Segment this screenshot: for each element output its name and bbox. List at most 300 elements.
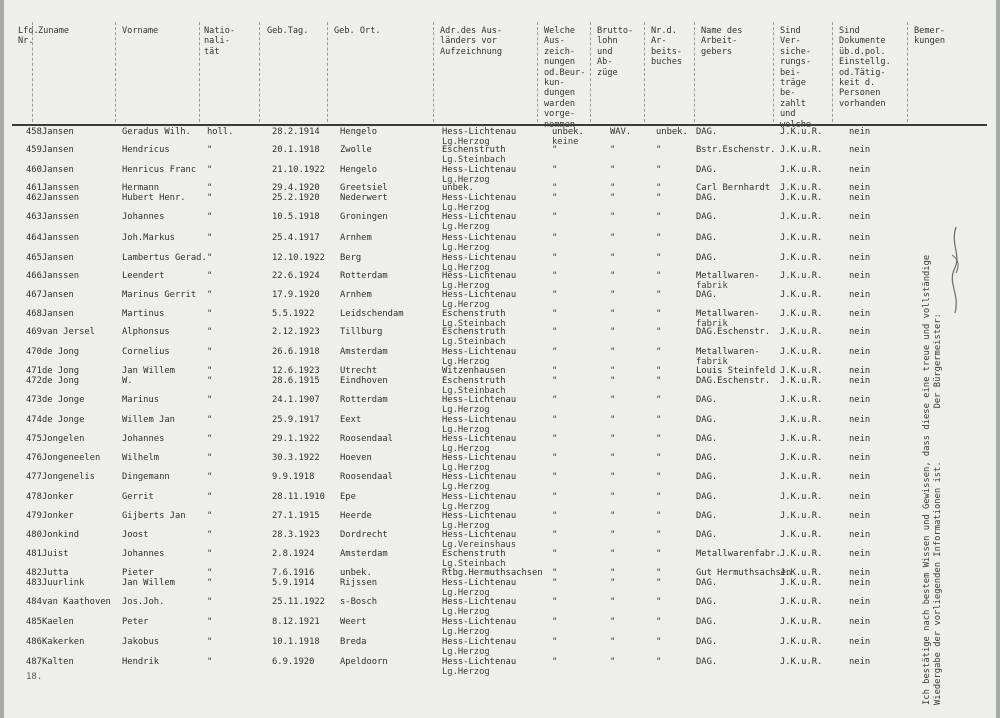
address-line-2: Lg.Herzog xyxy=(442,444,490,454)
birth-date: 28.11.1910 xyxy=(272,492,325,502)
records: " xyxy=(552,309,558,319)
workbook-number: " xyxy=(656,637,662,647)
certification-line-1: Ich bestätige nach bestem Wissen und Gewissen, dass diese eine treue und vollständige xyxy=(922,254,932,705)
nationality: " xyxy=(207,347,213,357)
column-header-nrd: Nr.d. Ar- beits- buches xyxy=(651,26,683,68)
address-line-2: Lg.Steinbach xyxy=(442,559,506,569)
address: Hess-Lichtenau xyxy=(442,578,517,588)
gross-wage: " xyxy=(610,233,616,243)
column-header-adr: Adr.des Aus- länders vor Aufzeichnung xyxy=(440,26,503,57)
address: Eschenstruth xyxy=(442,549,506,559)
records: " xyxy=(552,212,558,222)
column-divider xyxy=(259,22,260,122)
birth-date: 12.10.1922 xyxy=(272,253,325,263)
gross-wage: " xyxy=(610,657,616,667)
insurance: J.K.u.R. xyxy=(780,183,823,193)
birth-place: Dordrecht xyxy=(340,530,388,540)
birth-date: 28.3.1923 xyxy=(272,530,320,540)
documents: nein xyxy=(849,376,871,386)
employer: Louis Steinfeld xyxy=(696,366,776,376)
surname: Jansen xyxy=(42,165,74,175)
workbook-number: " xyxy=(656,347,662,357)
records: " xyxy=(552,453,558,463)
employer: Carl Bernhardt xyxy=(696,183,771,193)
documents: nein xyxy=(849,193,871,203)
birth-date: 10.1.1918 xyxy=(272,637,320,647)
workbook-number: " xyxy=(656,578,662,588)
workbook-number: " xyxy=(656,395,662,405)
column-header-welche: Welche Aus- zeich- nungen od.Beur- kun- dungen warden vorge- xyxy=(544,26,586,120)
workbook-number: " xyxy=(656,165,662,175)
documents: nein xyxy=(849,145,871,155)
surname: Kakerken xyxy=(42,637,85,647)
address: Hess-Lichtenau xyxy=(442,657,517,667)
address-line-2: Lg.Herzog xyxy=(442,263,490,273)
first-name: Jakobus xyxy=(122,637,160,647)
employer-line-2: fabrik xyxy=(696,281,728,291)
row-number: 481 xyxy=(26,549,42,559)
address: Hess-Lichtenau xyxy=(442,347,517,357)
address-line-2: Lg.Herzog xyxy=(442,521,490,531)
nationality: " xyxy=(207,530,213,540)
documents: nein xyxy=(849,492,871,502)
gross-wage: " xyxy=(610,617,616,627)
address: Hess-Lichtenau xyxy=(442,253,517,263)
surname: van Kaathoven xyxy=(42,597,111,607)
row-number: 463 xyxy=(26,212,42,222)
nationality: " xyxy=(207,657,213,667)
surname: Jonkind xyxy=(42,530,80,540)
birth-date: 2.12.1923 xyxy=(272,327,320,337)
insurance: J.K.u.R. xyxy=(780,366,823,376)
insurance: J.K.u.R. xyxy=(780,376,823,386)
records: " xyxy=(552,657,558,667)
first-name: Marinus xyxy=(122,395,160,405)
birth-date: 29.1.1922 xyxy=(272,434,320,444)
birth-date: 20.1.1918 xyxy=(272,145,320,155)
employer: DAG. xyxy=(696,395,718,405)
surname: van Jersel xyxy=(42,327,95,337)
address: Eschenstruth xyxy=(442,327,506,337)
row-number: 459 xyxy=(26,145,42,155)
birth-date: 6.9.1920 xyxy=(272,657,315,667)
header-rule xyxy=(12,124,987,126)
nationality: " xyxy=(207,193,213,203)
surname: de Jong xyxy=(42,347,80,357)
records: " xyxy=(552,290,558,300)
records: " xyxy=(552,597,558,607)
address: Hess-Lichtenau xyxy=(442,617,517,627)
address: Hess-Lichtenau xyxy=(442,165,517,175)
nationality: " xyxy=(207,549,213,559)
employer-line-2: fabrik xyxy=(696,357,728,367)
documents: nein xyxy=(849,212,871,222)
insurance: J.K.u.R. xyxy=(780,145,823,155)
address-line-2: Lg.Herzog xyxy=(442,300,490,310)
documents: nein xyxy=(849,453,871,463)
column-header-gebort: Geb. Ort. xyxy=(334,26,381,36)
nationality: " xyxy=(207,617,213,627)
documents: nein xyxy=(849,472,871,482)
address-line-2: Lg.Steinbach xyxy=(442,386,506,396)
column-header-dok: Sind Dokumente üb.d.pol. Einstellg. od.Tätig- keit d. Personen vorhanden xyxy=(839,26,891,109)
gross-wage: " xyxy=(610,492,616,502)
address-line-2: Lg.Herzog xyxy=(442,425,490,435)
documents: nein xyxy=(849,578,871,588)
birth-place: Weert xyxy=(340,617,367,627)
address-line-2: Lg.Steinbach xyxy=(442,337,506,347)
documents: nein xyxy=(849,597,871,607)
address-line-2: Lg.Herzog xyxy=(442,667,490,677)
birth-date: 26.6.1918 xyxy=(272,347,320,357)
birth-place: Eext xyxy=(340,415,362,425)
column-divider xyxy=(694,22,695,122)
first-name: Gijberts Jan xyxy=(122,511,186,521)
row-number: 479 xyxy=(26,511,42,521)
nationality: " xyxy=(207,568,213,578)
nationality: " xyxy=(207,434,213,444)
workbook-number: " xyxy=(656,212,662,222)
first-name: Peter xyxy=(122,617,149,627)
gross-wage: " xyxy=(610,453,616,463)
surname: Kaelen xyxy=(42,617,74,627)
address-line-2: Lg.Herzog xyxy=(442,502,490,512)
insurance: J.K.u.R. xyxy=(780,453,823,463)
birth-place: Rotterdam xyxy=(340,395,388,405)
documents: nein xyxy=(849,327,871,337)
address: Eschenstruth xyxy=(442,145,506,155)
documents: nein xyxy=(849,637,871,647)
row-number: 483 xyxy=(26,578,42,588)
insurance: J.K.u.R. xyxy=(780,271,823,281)
insurance: J.K.u.R. xyxy=(780,637,823,647)
nationality: " xyxy=(207,290,213,300)
records: " xyxy=(552,193,558,203)
birth-date: 25.4.1917 xyxy=(272,233,320,243)
employer: DAG. xyxy=(696,637,718,647)
employer: Metallwaren- xyxy=(696,347,760,357)
birth-date: 22.6.1924 xyxy=(272,271,320,281)
first-name: Willem Jan xyxy=(122,415,175,425)
gross-wage: " xyxy=(610,415,616,425)
surname: Jansen xyxy=(42,253,74,263)
address: Hess-Lichtenau xyxy=(442,530,517,540)
gross-wage: " xyxy=(610,253,616,263)
birth-date: 30.3.1922 xyxy=(272,453,320,463)
gross-wage: " xyxy=(610,327,616,337)
address: Witzenhausen xyxy=(442,366,506,376)
birth-date: 29.4.1920 xyxy=(272,183,320,193)
employer: DAG. xyxy=(696,212,718,222)
row-number: 482 xyxy=(26,568,42,578)
gross-wage: " xyxy=(610,193,616,203)
column-divider xyxy=(115,22,116,122)
employer: DAG.Eschenstr. xyxy=(696,376,771,386)
documents: nein xyxy=(849,366,871,376)
birth-place: Breda xyxy=(340,637,367,647)
first-name: Johannes xyxy=(122,549,165,559)
birth-date: 9.9.1918 xyxy=(272,472,315,482)
employer: DAG. xyxy=(696,415,718,425)
birth-date: 27.1.1915 xyxy=(272,511,320,521)
surname: Jansen xyxy=(42,127,74,137)
address: Hess-Lichtenau xyxy=(442,453,517,463)
column-divider xyxy=(327,22,328,122)
surname: de Jonge xyxy=(42,395,85,405)
column-divider xyxy=(199,22,200,122)
column-header-lfd: Lfd. Nr. xyxy=(18,26,39,47)
employer: Metallwarenfabr. xyxy=(696,549,781,559)
gross-wage: " xyxy=(610,549,616,559)
address: Rtbg.Hermuthsachsen xyxy=(442,568,543,578)
documents: nein xyxy=(849,347,871,357)
address: Eschenstruth xyxy=(442,376,506,386)
first-name: Gerrit xyxy=(122,492,154,502)
employer: DAG. xyxy=(696,233,718,243)
workbook-number: " xyxy=(656,327,662,337)
column-divider xyxy=(590,22,591,122)
column-divider xyxy=(537,22,538,122)
nationality: " xyxy=(207,597,213,607)
records: " xyxy=(552,253,558,263)
address-line-2: Lg.Steinbach xyxy=(442,155,506,165)
column-divider xyxy=(832,22,833,122)
documents: nein xyxy=(849,549,871,559)
address-line-2: Lg.Herzog xyxy=(442,203,490,213)
gross-wage: " xyxy=(610,366,616,376)
row-number: 487 xyxy=(26,657,42,667)
records: " xyxy=(552,271,558,281)
records: " xyxy=(552,492,558,502)
birth-place: Arnhem xyxy=(340,290,372,300)
birth-date: 25.11.1922 xyxy=(272,597,325,607)
insurance: J.K.u.R. xyxy=(780,472,823,482)
documents: nein xyxy=(849,657,871,667)
birth-place: Berg xyxy=(340,253,362,263)
nationality: " xyxy=(207,253,213,263)
documents: nein xyxy=(849,271,871,281)
nationality: " xyxy=(207,492,213,502)
row-number: 468 xyxy=(26,309,42,319)
first-name: Marinus Gerrit xyxy=(122,290,197,300)
surname: Juurlink xyxy=(42,578,85,588)
gross-wage: " xyxy=(610,395,616,405)
workbook-number: " xyxy=(656,472,662,482)
employer: DAG. xyxy=(696,617,718,627)
records: " xyxy=(552,434,558,444)
insurance: J.K.u.R. xyxy=(780,193,823,203)
birth-date: 21.10.1922 xyxy=(272,165,325,175)
documents: nein xyxy=(849,395,871,405)
workbook-number: " xyxy=(656,271,662,281)
address-line-2: Lg.Herzog xyxy=(442,243,490,253)
employer: DAG. xyxy=(696,492,718,502)
workbook-number: " xyxy=(656,530,662,540)
address: Hess-Lichtenau xyxy=(442,597,517,607)
employer: DAG. xyxy=(696,253,718,263)
address: Hess-Lichtenau xyxy=(442,127,517,137)
gross-wage: " xyxy=(610,290,616,300)
insurance: J.K.u.R. xyxy=(780,327,823,337)
column-header-sind: Sind Ver- siche- rungs- bei- träge be- zahlt und xyxy=(780,26,812,120)
nationality: " xyxy=(207,271,213,281)
workbook-number: " xyxy=(656,376,662,386)
workbook-number: " xyxy=(656,597,662,607)
row-number: 471 xyxy=(26,366,42,376)
row-number: 473 xyxy=(26,395,42,405)
workbook-number: " xyxy=(656,233,662,243)
surname: Jongeneelen xyxy=(42,453,101,463)
row-number: 461 xyxy=(26,183,42,193)
employer: DAG. xyxy=(696,472,718,482)
first-name: Hubert Henr. xyxy=(122,193,186,203)
address-line-2: Lg.Herzog xyxy=(442,588,490,598)
address: Hess-Lichtenau xyxy=(442,193,517,203)
row-number: 470 xyxy=(26,347,42,357)
employer: DAG. xyxy=(696,453,718,463)
row-number: 472 xyxy=(26,376,42,386)
nationality: " xyxy=(207,453,213,463)
employer: Bstr.Eschenstr. xyxy=(696,145,776,155)
gross-wage: " xyxy=(610,472,616,482)
first-name: Hermann xyxy=(122,183,160,193)
documents: nein xyxy=(849,530,871,540)
column-divider xyxy=(907,22,908,122)
row-number: 485 xyxy=(26,617,42,627)
insurance: J.K.u.R. xyxy=(780,597,823,607)
employer: DAG. xyxy=(696,578,718,588)
row-number: 475 xyxy=(26,434,42,444)
first-name: Cornelius xyxy=(122,347,170,357)
insurance: J.K.u.R. xyxy=(780,511,823,521)
birth-date: 7.6.1916 xyxy=(272,568,315,578)
employer: DAG. xyxy=(696,511,718,521)
workbook-number: " xyxy=(656,453,662,463)
first-name: Joost xyxy=(122,530,149,540)
nationality: " xyxy=(207,366,213,376)
column-header-vorname: Vorname xyxy=(122,26,159,36)
insurance: J.K.u.R. xyxy=(780,233,823,243)
address-line-2: Lg.Herzog xyxy=(442,222,490,232)
certification-line-2: Wiedergabe der vorliegenden Informationen ist. xyxy=(933,461,943,705)
birth-place: Roosendaal xyxy=(340,472,393,482)
birth-date: 25.9.1917 xyxy=(272,415,320,425)
first-name: W. xyxy=(122,376,133,386)
row-number: 460 xyxy=(26,165,42,175)
surname: Janssen xyxy=(42,233,80,243)
workbook-number: " xyxy=(656,492,662,502)
insurance: J.K.u.R. xyxy=(780,578,823,588)
workbook-number: " xyxy=(656,290,662,300)
nationality: " xyxy=(207,327,213,337)
gross-wage: " xyxy=(610,271,616,281)
first-name: Johannes xyxy=(122,434,165,444)
row-number: 474 xyxy=(26,415,42,425)
workbook-number: " xyxy=(656,145,662,155)
employer: Gut Hermuthsachsen xyxy=(696,568,792,578)
nationality: " xyxy=(207,183,213,193)
insurance: J.K.u.R. xyxy=(780,530,823,540)
insurance: J.K.u.R. xyxy=(780,568,823,578)
records: " xyxy=(552,415,558,425)
nationality: " xyxy=(207,637,213,647)
address: Hess-Lichtenau xyxy=(442,472,517,482)
column-divider xyxy=(773,22,774,122)
surname: Jansen xyxy=(42,309,74,319)
document-page xyxy=(4,0,996,718)
row-number: 480 xyxy=(26,530,42,540)
column-header-arbeitgeber: Name des Arbeit- gebers xyxy=(701,26,743,57)
employer: DAG. xyxy=(696,127,718,137)
birth-place: Tillburg xyxy=(340,327,383,337)
surname: de Jong xyxy=(42,376,80,386)
certification-line-3: Der Bürgermeister: xyxy=(933,313,943,409)
first-name: Dingemann xyxy=(122,472,170,482)
address-line-2: Lg.Herzog xyxy=(442,647,490,657)
corner-mark: 18. xyxy=(26,672,43,682)
column-header-zuname: Zuname xyxy=(38,26,70,36)
documents: nein xyxy=(849,309,871,319)
birth-place: Amsterdam xyxy=(340,549,388,559)
documents: nein xyxy=(849,183,871,193)
nationality: " xyxy=(207,511,213,521)
documents: nein xyxy=(849,233,871,243)
address-line-2: Lg.Herzog xyxy=(442,627,490,637)
documents: nein xyxy=(849,290,871,300)
surname: Jansen xyxy=(42,145,74,155)
row-number: 458 xyxy=(26,127,42,137)
birth-place: Rotterdam xyxy=(340,271,388,281)
gross-wage: " xyxy=(610,637,616,647)
records: " xyxy=(552,472,558,482)
nationality: " xyxy=(207,472,213,482)
records-line-2: keine xyxy=(552,137,579,147)
row-number: 486 xyxy=(26,637,42,647)
workbook-number: " xyxy=(656,549,662,559)
signature-mark xyxy=(944,225,968,315)
workbook-number: " xyxy=(656,617,662,627)
birth-place: Zwolle xyxy=(340,145,372,155)
address-line-2: Lg.Herzog xyxy=(442,281,490,291)
first-name: Jos.Joh. xyxy=(122,597,165,607)
surname: de Jong xyxy=(42,366,80,376)
workbook-number: " xyxy=(656,253,662,263)
birth-place: Utrecht xyxy=(340,366,378,376)
address: Hess-Lichtenau xyxy=(442,212,517,222)
gross-wage: " xyxy=(610,309,616,319)
row-number: 484 xyxy=(26,597,42,607)
address: Hess-Lichtenau xyxy=(442,415,517,425)
birth-place: Hoeven xyxy=(340,453,372,463)
insurance: J.K.u.R. xyxy=(780,492,823,502)
workbook-number: " xyxy=(656,415,662,425)
first-name: Geradus Wilh. xyxy=(122,127,191,137)
employer: DAG. xyxy=(696,165,718,175)
column-header-nation: Natio- nali- tät xyxy=(204,26,236,57)
address-line-2: Lg.Herzog xyxy=(442,607,490,617)
first-name: Wilhelm xyxy=(122,453,160,463)
nationality: holl. xyxy=(207,127,234,137)
records: " xyxy=(552,568,558,578)
gross-wage: " xyxy=(610,376,616,386)
documents: nein xyxy=(849,165,871,175)
birth-date: 28.2.1914 xyxy=(272,127,320,137)
nationality: " xyxy=(207,233,213,243)
birth-place: Hengelo xyxy=(340,165,378,175)
first-name: Martinus xyxy=(122,309,165,319)
birth-date: 2.8.1924 xyxy=(272,549,315,559)
gross-wage: " xyxy=(610,578,616,588)
